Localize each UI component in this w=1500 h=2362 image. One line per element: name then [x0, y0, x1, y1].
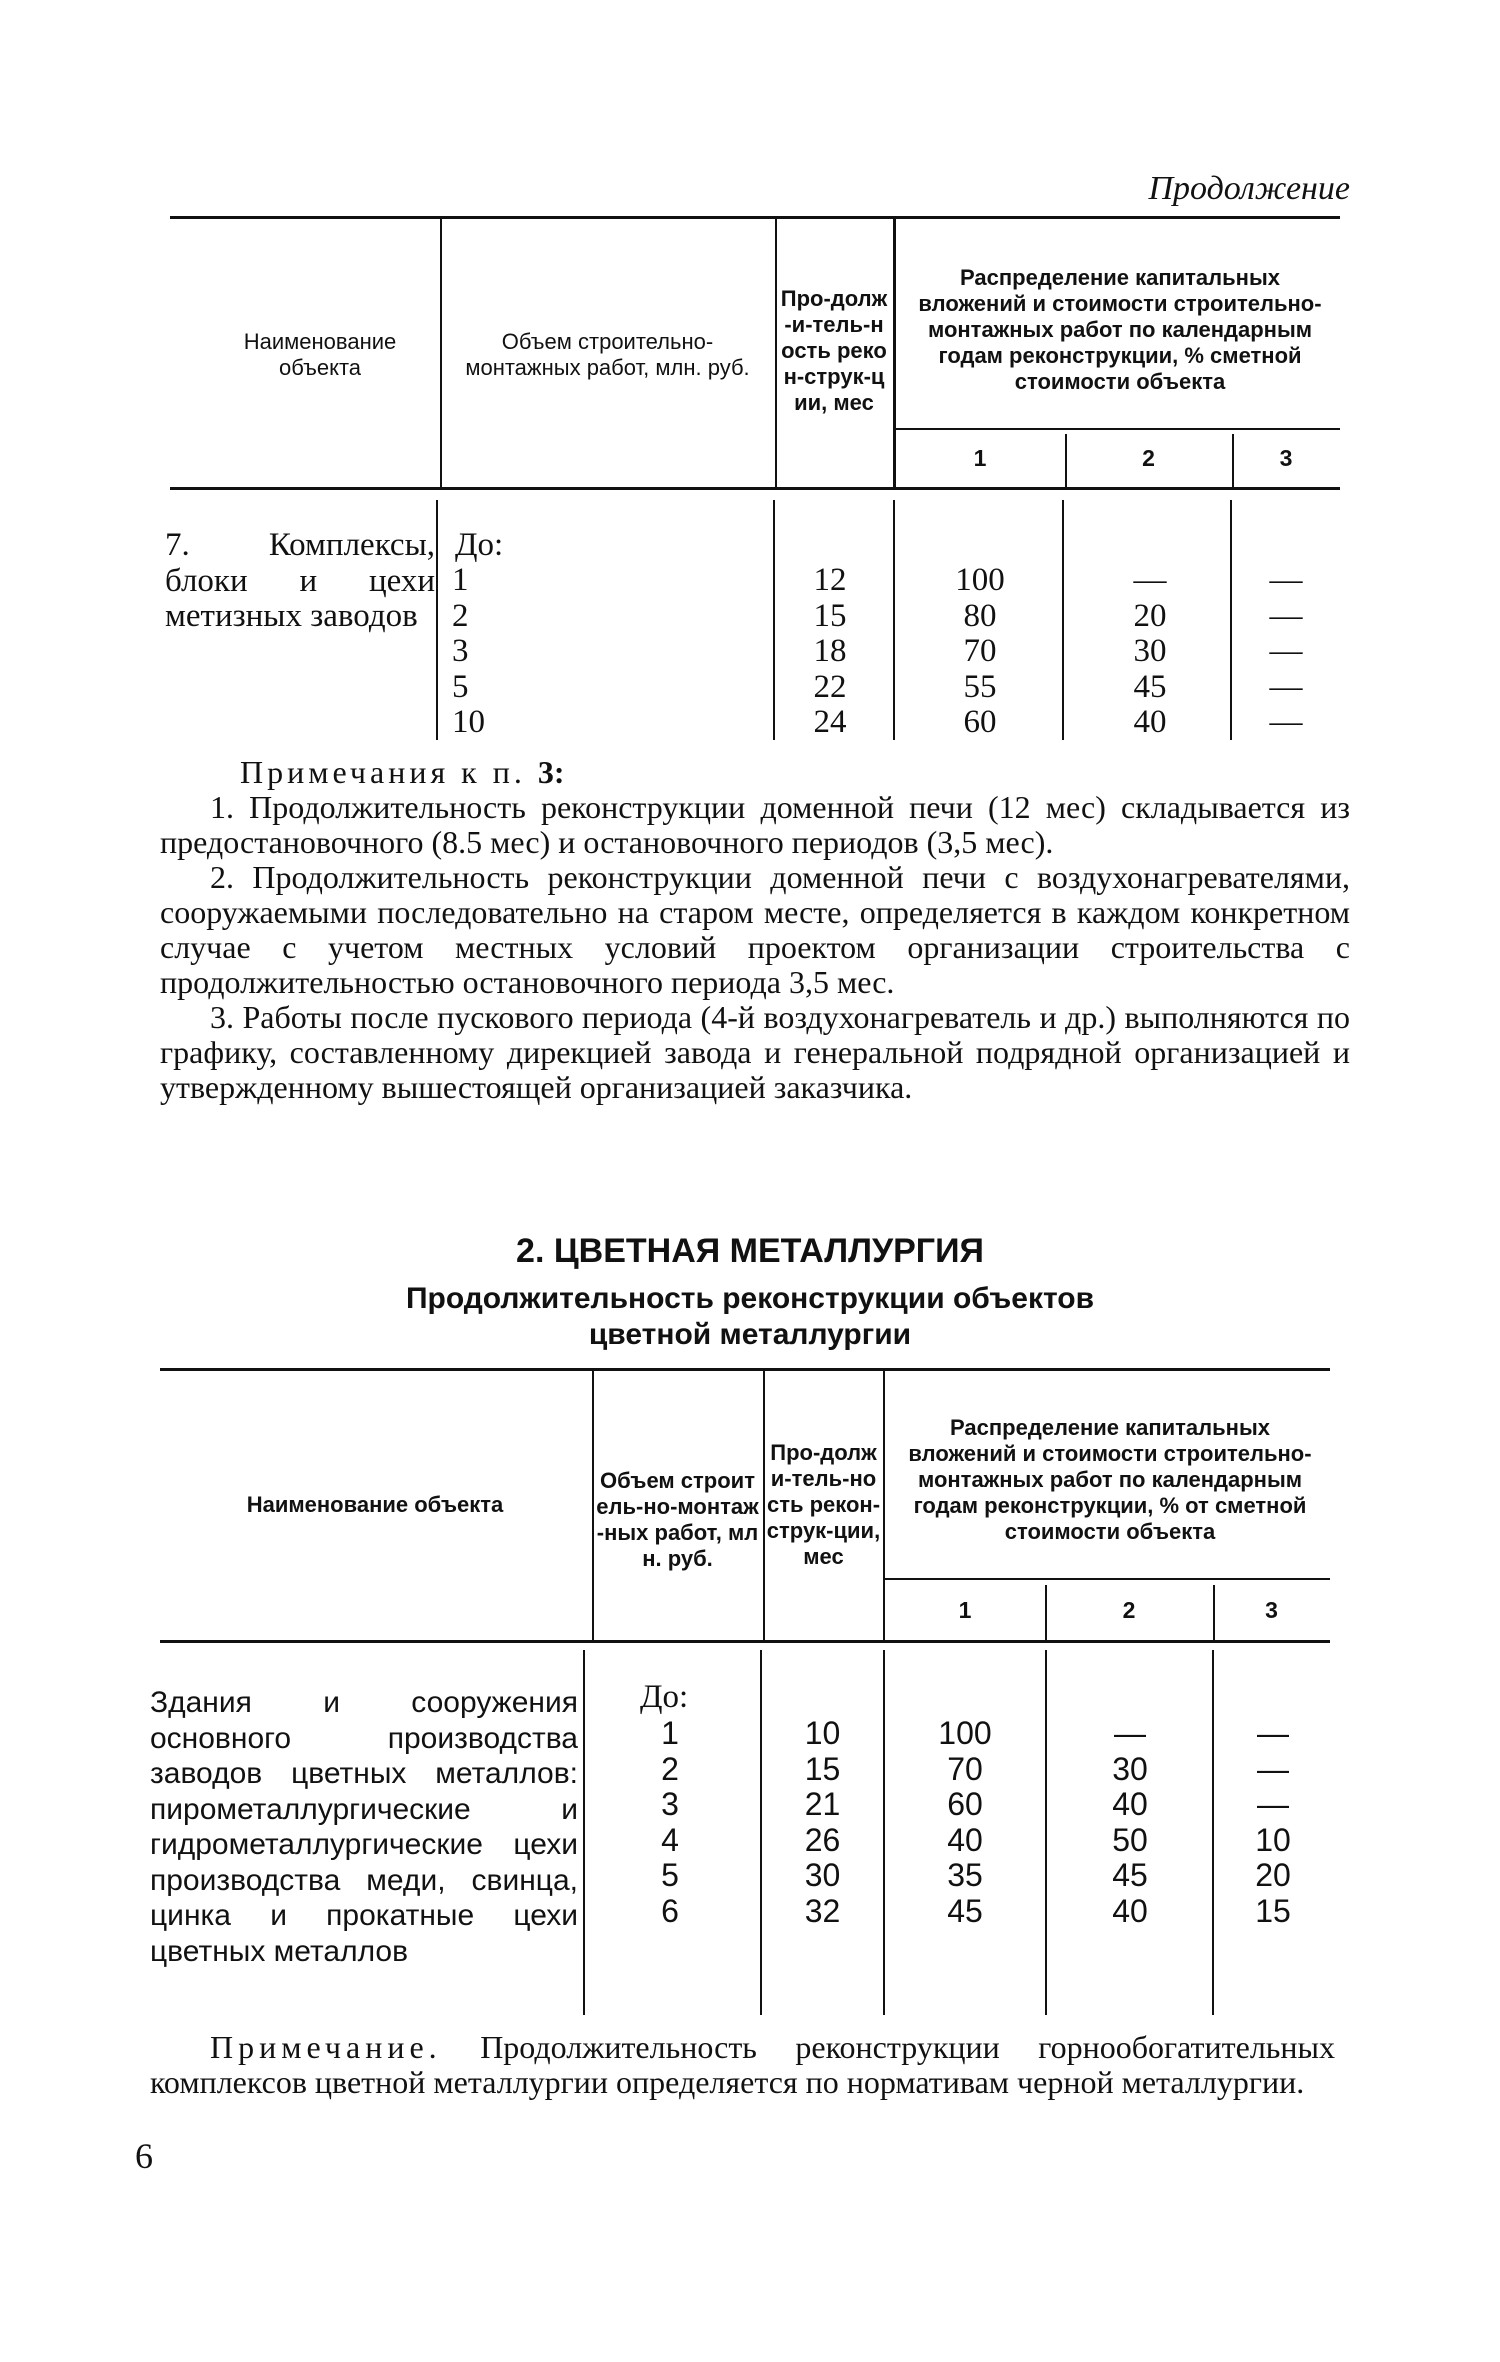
cell-duration: 26: [804, 1821, 841, 1858]
t1-header-distribution: Распределение капитальных вложений и стоимости строительно-монтажных работ по календарным годам реконструкции, % сметной стоимости объекта: [918, 265, 1322, 394]
cell-volume: 5: [452, 668, 469, 705]
section-title: 2. ЦВЕТНАЯ МЕТАЛЛУРГИЯ: [516, 1232, 984, 1270]
cell-y2: —: [1114, 1715, 1146, 1751]
cell-duration: 15: [804, 1750, 841, 1787]
table-row: [0, 670, 1500, 706]
table-row: [0, 1752, 1500, 1788]
table-row: [0, 705, 1500, 741]
table-row: [0, 1858, 1500, 1894]
section-subtitle-2: цветной металлургии: [588, 1318, 912, 1351]
cell-y1: 100: [955, 562, 1005, 598]
t1-header-volume: Объем строительно-монтажных работ, млн. руб.: [465, 329, 750, 380]
cell-duration: 32: [804, 1892, 841, 1929]
cell-volume: 6: [661, 1892, 679, 1929]
cell-y1: 45: [947, 1892, 983, 1929]
table-row: [0, 563, 1500, 599]
cell-duration: 24: [813, 704, 847, 740]
t2-object-name: Здания и сооружения основного производства заводов цветных металлов: пирометаллургические и гидрометаллургические цехи производства меди, свинца, цинка и прокатные цехи цветных металлов: [150, 1686, 578, 1968]
cell-y2: 30: [1112, 1750, 1148, 1787]
cell-volume: 2: [661, 1750, 679, 1787]
cell-y3: —: [1269, 633, 1303, 669]
note-1-item-3: 3. Работы после пускового периода (4-й воздухонагреватель и др.) выполняются по графику, составленному дирекцией завода и генеральной подрядной организацией и утвержденному вышестоящей организацией заказчика.: [160, 999, 1350, 1105]
note-2-title: Примечание.: [210, 2029, 442, 2065]
t2-year-1: 1: [958, 1597, 972, 1623]
cell-y1: 70: [947, 1750, 983, 1787]
t2-header-volume: Объем строитель-но-монтаж-ных работ, млн. руб.: [596, 1468, 759, 1571]
t1-year-2: 2: [1142, 445, 1155, 471]
cell-volume: 10: [452, 704, 485, 740]
note-2: [150, 2030, 1335, 2100]
cell-y3: —: [1257, 1715, 1289, 1751]
t1-year-3: 3: [1279, 445, 1293, 471]
t2-header-duration: Про-должи-тель-ность рекон-струк-ции, мес: [766, 1440, 881, 1569]
cell-y1: 80: [963, 597, 997, 634]
cell-y1: 60: [963, 704, 997, 740]
note-1-item-1: 1. Продолжительность реконструкции доменной печи (12 мес) складывается из предостановочного (8.5 мес) и остановочного периодов (3,5 мес).: [160, 789, 1350, 860]
table-row: [0, 634, 1500, 670]
note-2-text: Продолжительность реконструкции горнообогатительных комплексов цветной металлургии определяется по нормативам черной металлургии.: [150, 2029, 1336, 2100]
table-row: [0, 1716, 1500, 1752]
cell-duration: 30: [804, 1857, 841, 1893]
t1-header-name: Наименование объекта: [243, 329, 397, 380]
page-number: 6: [135, 2136, 153, 2176]
cell-y2: —: [1133, 562, 1167, 598]
cell-y3: —: [1269, 704, 1303, 740]
t1-year-1: 1: [973, 445, 987, 471]
notes-1: [160, 755, 1350, 1105]
cell-volume: 3: [452, 633, 469, 669]
cell-volume: 1: [452, 562, 469, 598]
cell-y2: 45: [1112, 1857, 1148, 1893]
cell-duration: 12: [813, 562, 847, 598]
cell-volume: 3: [661, 1786, 679, 1822]
t2-header-name: Наименование объекта: [246, 1492, 504, 1517]
cell-y2: 50: [1112, 1821, 1148, 1858]
cell-y1: 100: [938, 1715, 992, 1751]
cell-y1: 70: [963, 633, 997, 669]
cell-y3: —: [1269, 668, 1303, 705]
cell-duration: 10: [804, 1715, 841, 1751]
notes-1-title: Примечания к п.: [240, 754, 526, 790]
table-row: [0, 1894, 1500, 1930]
cell-volume: 1: [661, 1715, 679, 1751]
table-row: [0, 1823, 1500, 1859]
cell-volume: 5: [661, 1857, 679, 1893]
notes-1-title-num: 3:: [537, 754, 565, 790]
t2-year-2: 2: [1122, 1597, 1136, 1623]
cell-y3: —: [1269, 562, 1303, 598]
cell-y3: —: [1269, 597, 1303, 634]
cell-y1: 55: [963, 668, 997, 705]
t1-volume-prefix: До:: [455, 527, 504, 563]
continuation-label: Продолжение: [1148, 170, 1350, 207]
cell-y1: 35: [947, 1857, 983, 1893]
t1-object-name: 7. Комплексы, блоки и цехи метизных заводов: [165, 527, 435, 634]
cell-y3: 15: [1255, 1892, 1291, 1929]
cell-duration: 18: [813, 633, 847, 669]
cell-y3: 10: [1255, 1821, 1291, 1858]
cell-y2: 40: [1133, 704, 1167, 740]
cell-duration: 15: [813, 597, 847, 634]
t1-header-duration: Про-долж-и-тель-ность рекон-струк-ции, мес: [780, 286, 888, 415]
cell-volume: 2: [452, 597, 469, 634]
cell-volume: 4: [661, 1821, 679, 1858]
cell-y2: 40: [1112, 1786, 1148, 1822]
table-row: [0, 1787, 1500, 1823]
cell-y1: 40: [947, 1821, 983, 1858]
cell-y3: —: [1257, 1750, 1289, 1787]
cell-y2: 45: [1133, 668, 1167, 705]
cell-duration: 21: [804, 1786, 841, 1822]
cell-y3: —: [1257, 1786, 1289, 1822]
section-subtitle-1: Продолжительность реконструкции объектов: [405, 1282, 1095, 1315]
note-1-item-2: 2. Продолжительность реконструкции доменной печи с воздухонагревателями, сооружаемыми последовательно на старом месте, определяется в каждом конкретном случае с учетом местных условий проектом организации строительства с продолжительностью остановочного периода 3,5 мес.: [160, 859, 1350, 1000]
table-row: [0, 599, 1500, 635]
t2-year-3: 3: [1265, 1597, 1278, 1623]
t2-volume-prefix: До:: [640, 1679, 689, 1715]
cell-y2: 20: [1133, 597, 1167, 634]
t2-header-distribution: Распределение капитальных вложений и стоимости строительно-монтажных работ по календарным годам реконструкции, % от сметной стоимости объекта: [908, 1414, 1312, 1544]
cell-y2: 30: [1133, 633, 1167, 669]
cell-duration: 22: [813, 668, 847, 705]
cell-y2: 40: [1112, 1892, 1148, 1929]
cell-y1: 60: [947, 1786, 983, 1822]
cell-y3: 20: [1255, 1857, 1291, 1893]
